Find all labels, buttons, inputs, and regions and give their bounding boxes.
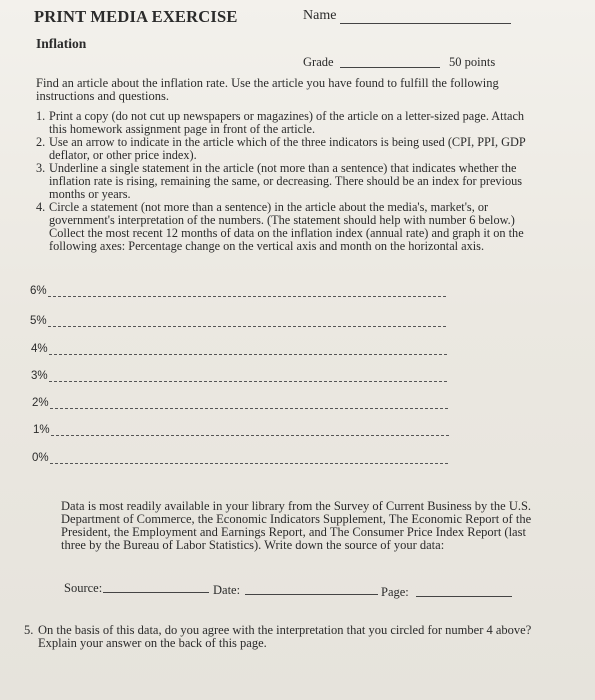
name-label: Name: [303, 8, 337, 23]
instruction-text: Circle a statement (not more than a sentence) in the article about the media's, market's, or government's interpretation of the numbers. (The statement should help with number 6 below.) Collect the most recent 12 months of data on the inflation index (annual rate) and graph it on the following axes: Percentage change on the vertical axis and month on the horizontal axis.: [49, 200, 524, 253]
graph-dashed-line: [49, 381, 447, 382]
instruction-text: Underline a single statement in the article (not more than a sentence) that indicates whether the inflation rate is rising, remaining the same, or decreasing. There should be an index for previous months or years.: [49, 161, 523, 201]
instruction-number: 1.: [36, 109, 46, 123]
instruction-item: [36, 110, 541, 136]
page-label: Page:: [381, 585, 409, 599]
instruction-item: [36, 201, 541, 253]
instruction-item: [36, 162, 541, 201]
graph-axis-label: 5%: [30, 315, 47, 327]
instruction-text: Use an arrow to indicate in the article which of the three indicators is being used (CPI, PPI, GDP deflator, or other price index).: [49, 135, 526, 162]
instruction-number: 4.: [36, 200, 46, 214]
graph-axis-label: 4%: [31, 343, 48, 355]
intro-text: Find an article about the inflation rate. Use the article you have found to fulfill the following instructions and questions.: [36, 76, 499, 103]
question-number: 5.: [24, 623, 34, 637]
date-label: Date:: [213, 583, 241, 597]
worksheet-title: PRINT MEDIA EXERCISE: [34, 7, 238, 26]
question-text: On the basis of this data, do you agree with the interpretation that you circled for number 4 above? Explain your answer on the back of this page.: [38, 623, 532, 650]
name-blank-line: [340, 23, 511, 24]
date-blank-line: [245, 594, 378, 595]
graph-dashed-line: [48, 326, 446, 327]
points-label: 50 points: [449, 55, 496, 69]
instruction-item: [36, 136, 541, 162]
graph-dashed-line: [48, 296, 446, 297]
source-label: Source:: [64, 581, 103, 595]
graph-dashed-line: [51, 435, 449, 436]
question-5: [24, 624, 544, 650]
worksheet-subtitle: Inflation: [36, 36, 87, 51]
grade-label: Grade: [303, 55, 334, 69]
graph-dashed-line: [50, 408, 448, 409]
graph-axis-label: 6%: [30, 285, 47, 297]
graph-dashed-line: [50, 463, 448, 464]
data-sources-paragraph: Data is most readily available in your library from the Survey of Current Business by the U.S. Department of Commerce, the Economic Indicators Supplement, The Economic Report of the President, the Employment and Earnings Report, and The Consumer Price Index Report (last three by the Bureau of Labor Statistics). Write down the source of your data:: [61, 499, 532, 552]
instruction-number: 2.: [36, 135, 46, 149]
graph-dashed-line: [49, 354, 447, 355]
source-blank-line: [103, 592, 209, 593]
graph-axis-label: 0%: [32, 452, 49, 464]
page-blank-line: [416, 596, 512, 597]
instruction-number: 3.: [36, 161, 46, 175]
grade-blank-line: [340, 67, 440, 68]
instruction-text: Print a copy (do not cut up newspapers or magazines) of the article on a letter-sized page. Attach this homework assignment page in front of the article.: [49, 109, 525, 136]
graph-axis-label: 3%: [31, 370, 48, 382]
graph-axis-label: 2%: [32, 397, 49, 409]
instructions-list: [36, 110, 541, 253]
graph-axis-label: 1%: [33, 424, 50, 436]
